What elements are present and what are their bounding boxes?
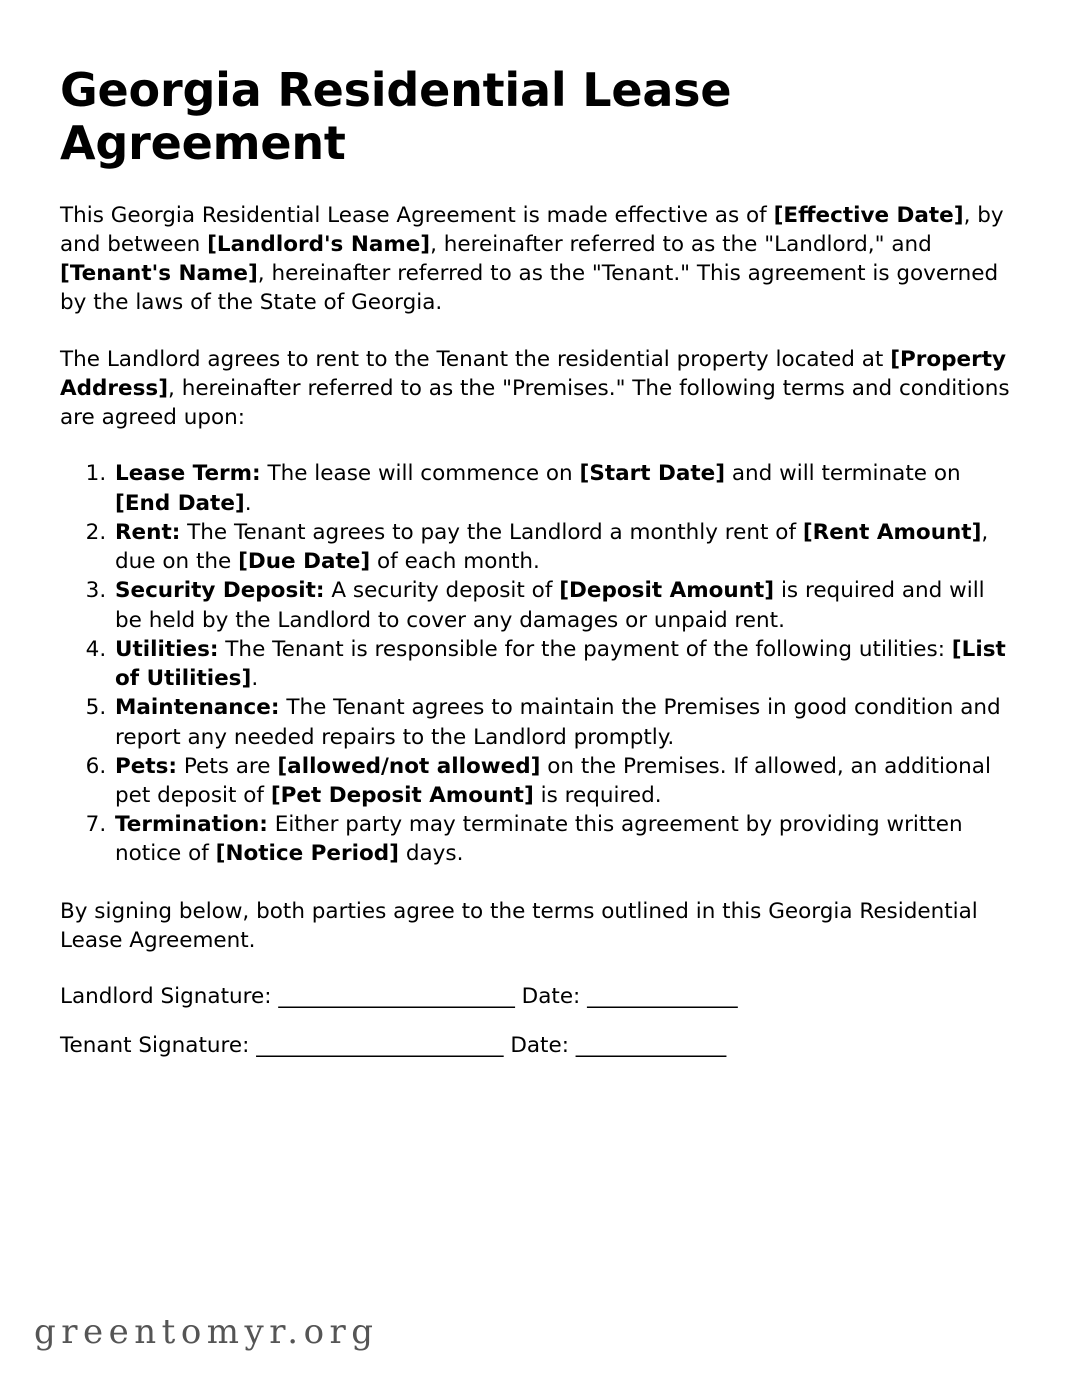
- closing-paragraph: By signing below, both parties agree to the terms outlined in this Georgia Residential Lease Agreement.: [60, 898, 978, 953]
- tenant-signature-label: Tenant Signature:: [60, 1033, 250, 1059]
- list-item: 4. Utilities: The Tenant is responsible for the payment of the following utilities: [List of Utilities].: [113, 635, 1015, 693]
- intro-paragraph: This Georgia Residential Lease Agreement is made effective as of [Effective Date], by and between [Landlord's Name], hereinafter referred to as the "Landlord," and [Tenant's Name], hereinafter referred to as the "Tenant." This agreement is governed by the laws of the State of Georgia.: [60, 202, 1004, 316]
- landlord-signature-rule[interactable]: ______________________: [278, 984, 515, 1010]
- list-item: 3. Security Deposit: A security deposit of [Deposit Amount] is required and will be held by the Landlord to cover any damages or unpaid rent.: [113, 576, 1015, 634]
- landlord-date-label: Date:: [521, 984, 581, 1010]
- premises-paragraph: The Landlord agrees to rent to the Tenant the residential property located at [Property Address], hereinafter referred to as the "Premises." The following terms and conditions are agreed upon:: [60, 346, 1010, 431]
- tenant-signature-line: [60, 1031, 1015, 1060]
- landlord-signature-label: Landlord Signature:: [60, 984, 272, 1010]
- landlord-signature-line: [60, 982, 1015, 1011]
- document-content: [60, 64, 1015, 1061]
- list-item: 6. Pets: Pets are [allowed/not allowed] on the Premises. If allowed, an additional pet deposit of [Pet Deposit Amount] is required.: [113, 752, 1015, 810]
- list-item: 5. Maintenance: The Tenant agrees to maintain the Premises in good condition and report any needed repairs to the Landlord promptly.: [113, 693, 1015, 751]
- signature-block: [60, 982, 1015, 1060]
- list-item: 7. Termination: Either party may terminate this agreement by providing written notice of [Notice Period] days.: [113, 810, 1015, 868]
- page-title: Georgia Residential Lease Agreement: [60, 63, 732, 170]
- tenant-signature-rule[interactable]: _______________________: [256, 1033, 504, 1059]
- terms-list: [60, 459, 1015, 868]
- tenant-date-rule[interactable]: ______________: [575, 1033, 727, 1059]
- landlord-date-rule[interactable]: ______________: [587, 984, 738, 1010]
- site-watermark: greentomyr.org: [34, 1312, 379, 1352]
- tenant-date-label: Date:: [510, 1033, 569, 1059]
- list-item: 2. Rent: The Tenant agrees to pay the Landlord a monthly rent of [Rent Amount], due on the [Due Date] of each month.: [113, 518, 1015, 576]
- list-item: 1. Lease Term: The lease will commence on [Start Date] and will terminate on [End Date].: [113, 459, 1015, 517]
